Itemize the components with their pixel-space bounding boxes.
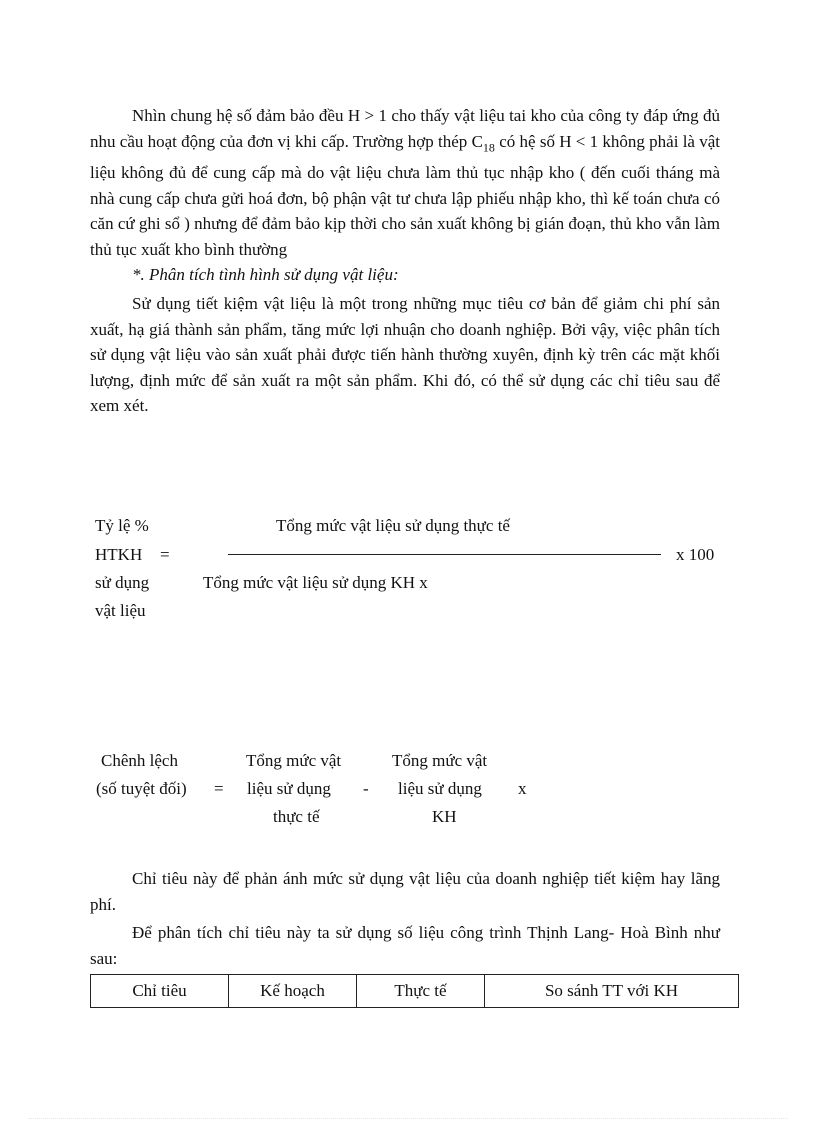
formula2-left-line1: Chênh lệch <box>101 751 178 770</box>
formula2-term1-line1: Tổng mức vật <box>246 751 342 770</box>
table-header-row <box>91 975 739 1008</box>
header-indicator: Chỉ tiêu <box>91 975 229 1008</box>
paragraph-project-data: Để phân tích chỉ tiêu này ta sử dụng số liệu công trình Thịnh Lang- Hoà Bình như sau: <box>90 923 720 968</box>
formula2-minus: - <box>363 779 369 798</box>
formula2-term2-line1: Tổng mức vật <box>392 751 488 770</box>
formula1-numerator: Tổng mức vật liệu sử dụng thực tế <box>276 516 510 535</box>
formula1-equals: = <box>160 545 170 564</box>
paragraph-text-pre: Nhìn chung hệ số đảm bảo đều H > 1 cho thấy vật liệu tai kho của công ty đáp ứng đủ nhu cầu hoạt động của đơn vị khi cấp. Trường hợp thép C <box>90 106 720 151</box>
formula1-multiplier: x 100 <box>676 545 715 564</box>
paragraph-text-post: có hệ số H < 1 không phải là vật liệu không đủ để cung cấp mà do vật liệu chưa làm thủ tục nhập kho ( đến cuối tháng mà nhà cung cấp chưa gửi hoá đơn, bộ phận vật tư chưa lập phiếu nhập kho, thì kế toán chưa có căn cứ ghi sổ ) nhưng để đảm bảo kịp thời cho sản xuất không bị gián đoạn, thủ kho vẫn làm thủ tục xuất kho bình thường <box>90 131 720 259</box>
formula1-label-line1: Tỷ lệ % <box>95 516 149 535</box>
formula2-term1-line3: thực tế <box>273 807 320 826</box>
header-actual: Thực tế <box>357 975 485 1008</box>
formula2-term2-line2: liệu sử dụng <box>398 779 482 798</box>
formula1-label-line3: sử dụng <box>95 573 150 592</box>
header-comparison: So sánh TT với KH <box>485 975 739 1008</box>
paragraph-stock-coefficient <box>90 103 720 262</box>
formula1-label-line2: HTKH <box>95 545 143 564</box>
paragraph-material-usage: Sử dụng tiết kiệm vật liệu là một trong những mục tiêu cơ bản để giảm chi phí sản xuất, hạ giá thành sản phẩm, tăng mức lợi nhuận cho doanh nghiệp. Bởi vậy, việc phân tích sử dụng vật liệu vào sản xuất phải được tiến hành thường xuyên, định kỳ trên các mặt khối lượng, định mức để sản xuất ra một sản phẩm. Khi đó, có thể sử dụng các chỉ tiêu sau để xem xét. <box>90 294 720 415</box>
formula2-term2-line3: KH <box>432 807 457 826</box>
steel-subscript: 18 <box>482 139 495 154</box>
formula2-equals: = <box>214 779 224 798</box>
paragraph-indicator-purpose: Chỉ tiêu này để phản ánh mức sử dụng vật liệu của doanh nghiệp tiết kiệm hay lãng phí. <box>90 869 720 914</box>
formula2-times: x <box>518 779 527 798</box>
formula1-label-line4: vật liệu <box>95 601 146 620</box>
formula1-denominator: Tổng mức vật liệu sử dụng KH x <box>203 573 428 592</box>
header-plan: Kế hoạch <box>229 975 357 1008</box>
fraction-bar <box>228 554 661 555</box>
comparison-table <box>90 974 739 1008</box>
formula2-term1-line2: liệu sử dụng <box>247 779 331 798</box>
page-bottom-divider <box>28 1118 788 1119</box>
formula2-left-line2: (số tuyệt đối) <box>96 779 187 798</box>
section-heading: *. Phân tích tình hình sử dụng vật liệu: <box>132 265 399 284</box>
